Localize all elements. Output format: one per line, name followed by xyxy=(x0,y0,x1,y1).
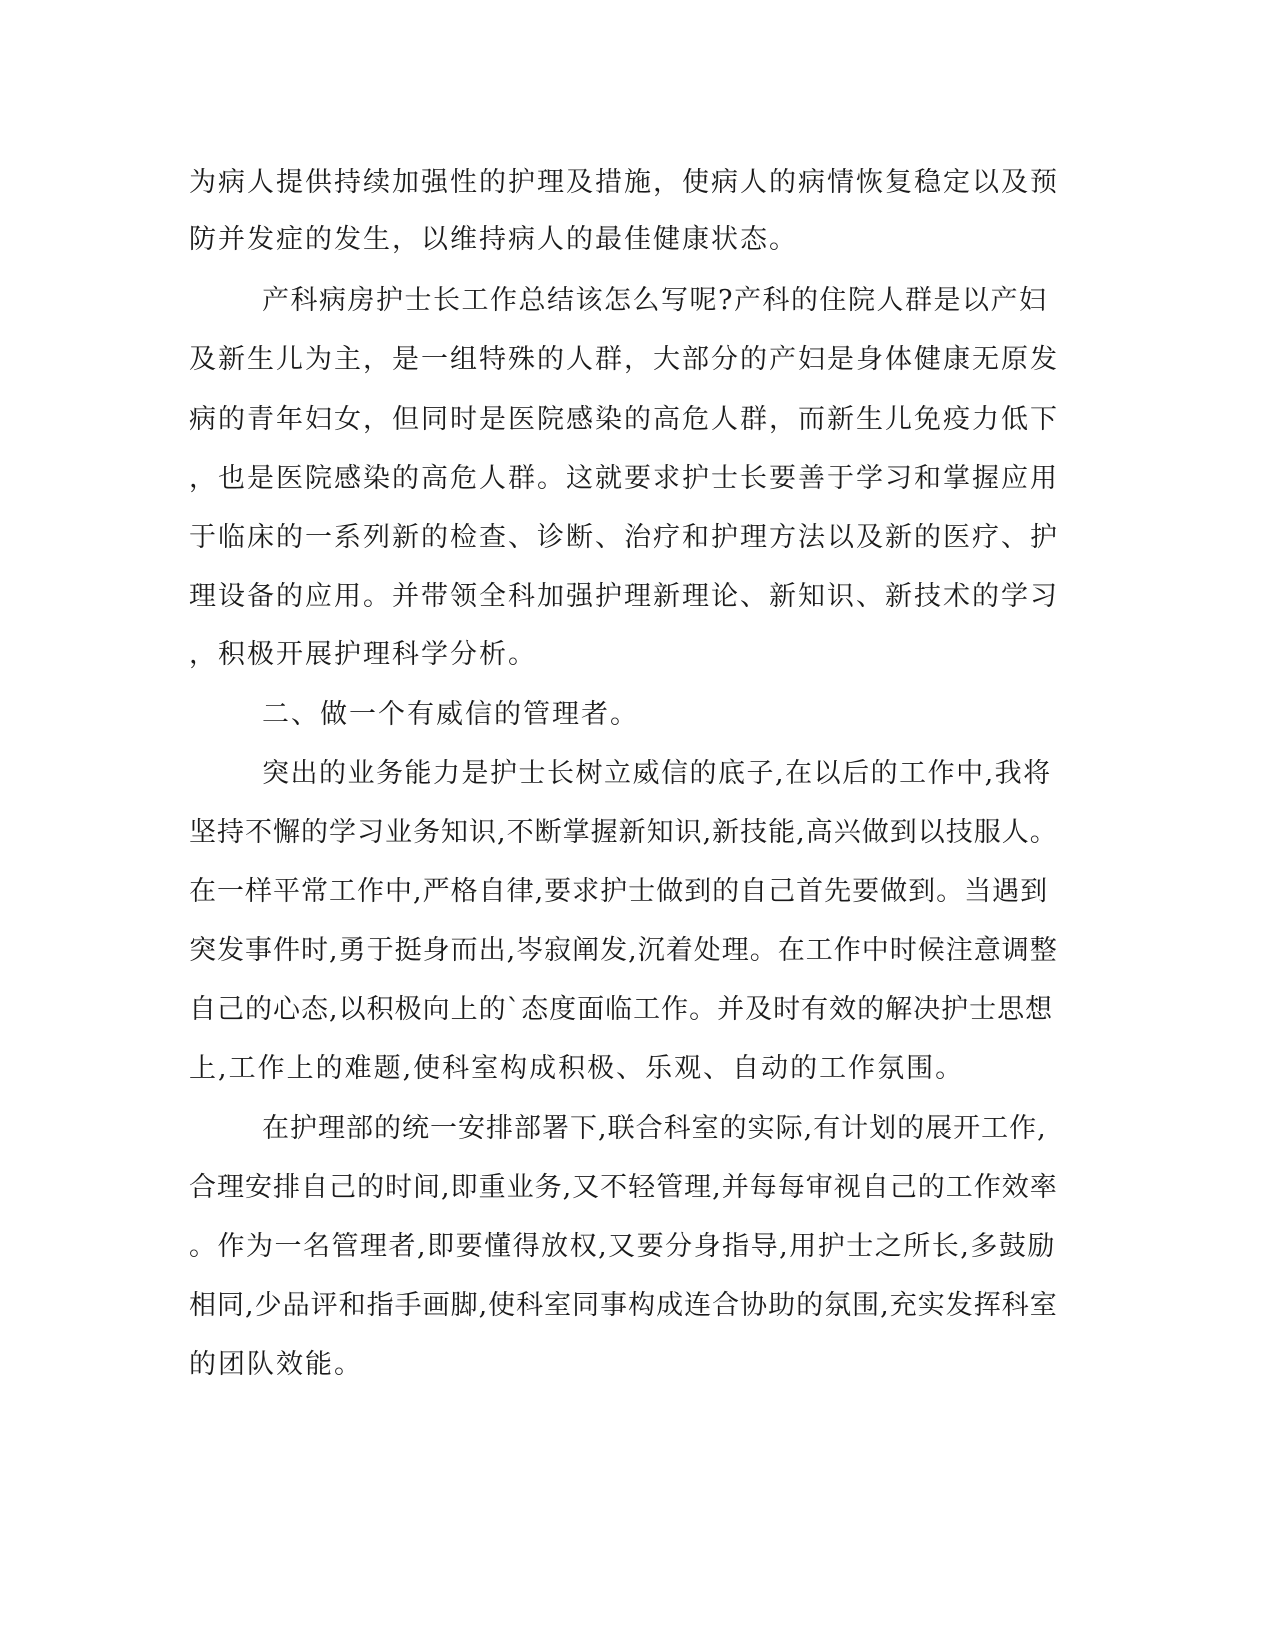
text-line: 防并发症的发生，以维持病人的最佳健康状态。 xyxy=(189,224,798,255)
text-line: 的团队效能。 xyxy=(189,1349,363,1380)
text-line: 在一样平常工作中,严格自律,要求护士做到的自己首先要做到。当遇到 xyxy=(189,876,1049,907)
text-line: 及新生儿为主，是一组特殊的人群，大部分的产妇是身体健康无原发 xyxy=(189,344,1059,375)
text-line: 。作为一名管理者,即要懂得放权,又要分身指导,用护士之所长,多鼓励 xyxy=(189,1231,1056,1262)
text-line: 理设备的应用。并带领全科加强护理新理论、新知识、新技术的学习 xyxy=(189,581,1059,612)
text-line: 为病人提供持续加强性的护理及措施，使病人的病情恢复稳定以及预 xyxy=(189,167,1059,198)
text-line: 于临床的一系列新的检查、诊断、治疗和护理方法以及新的医疗、护 xyxy=(189,522,1059,553)
paragraph-start-line: 突出的业务能力是护士长树立威信的底子,在以后的工作中,我将 xyxy=(262,758,1052,789)
text-line: 相同,少品评和指手画脚,使科室同事构成连合协助的氛围,充实发挥科室 xyxy=(189,1290,1058,1321)
text-line: 合理安排自己的时间,即重业务,又不轻管理,并每每审视自己的工作效率 xyxy=(189,1172,1058,1203)
text-line: 自己的心态,以积极向上的`态度面临工作。并及时有效的解决护士思想 xyxy=(189,994,1054,1025)
text-line: 坚持不懈的学习业务知识,不断掌握新知识,新技能,高兴做到以技服人。 xyxy=(189,817,1058,848)
text-line: 上,工作上的难题,使科室构成积极、乐观、自动的工作氛围。 xyxy=(189,1053,965,1084)
paragraph-start-line: 产科病房护士长工作总结该怎么写呢?产科的住院人群是以产妇 xyxy=(262,285,1048,316)
section-heading: 二、做一个有威信的管理者。 xyxy=(262,699,639,730)
paragraph-start-line: 在护理部的统一安排部署下,联合科室的实际,有计划的展开工作, xyxy=(262,1113,1047,1144)
text-line: 突发事件时,勇于挺身而出,岑寂阐发,沉着处理。在工作中时候注意调整 xyxy=(189,935,1058,966)
text-line: 病的青年妇女，但同时是医院感染的高危人群，而新生儿免疫力低下 xyxy=(189,404,1059,435)
text-line: ，积极开展护理科学分析。 xyxy=(189,639,537,670)
text-line: ，也是医院感染的高危人群。这就要求护士长要善于学习和掌握应用 xyxy=(189,463,1059,494)
